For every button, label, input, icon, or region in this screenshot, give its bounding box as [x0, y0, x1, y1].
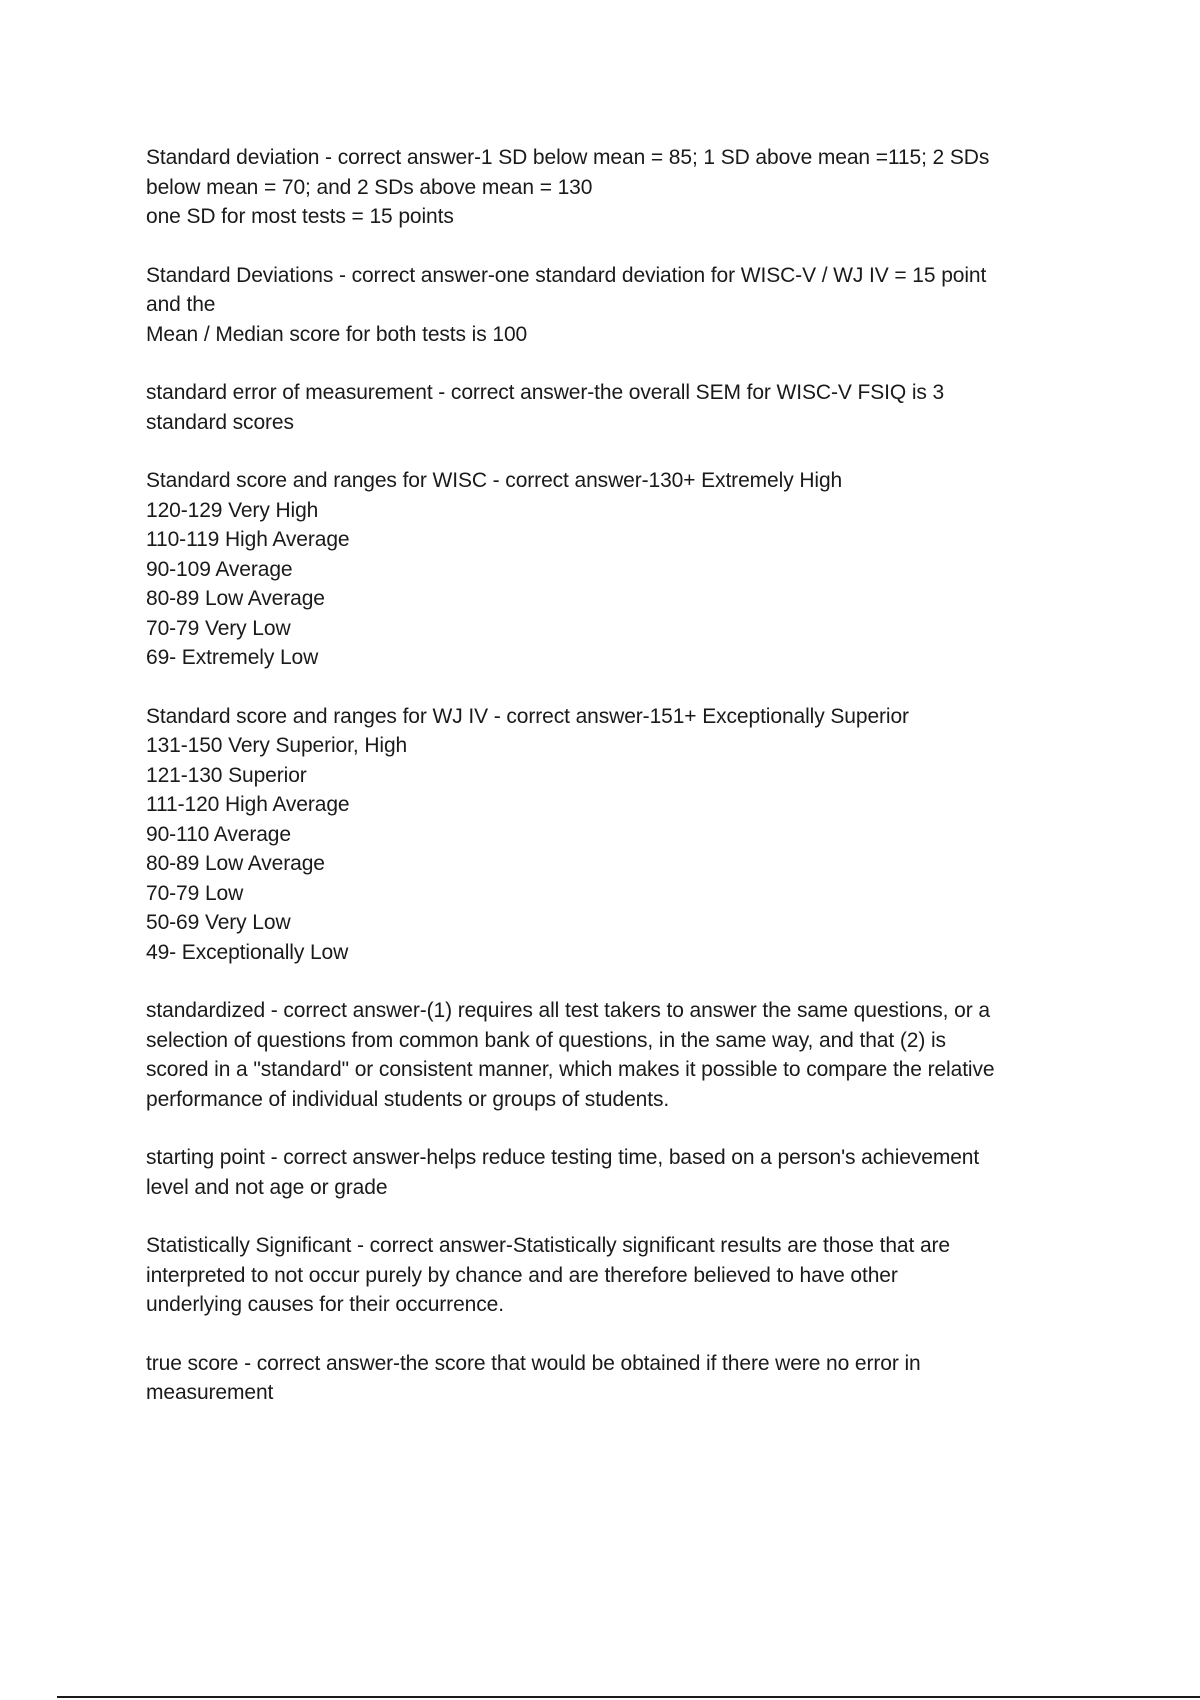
text-line: 121-130 Superior — [146, 763, 307, 787]
text-line: 69- Extremely Low — [146, 646, 319, 669]
text-line: Standard score and ranges for WISC - correct answer-130+ Extremely High — [146, 469, 843, 492]
entry-wj-iv-score-ranges — [146, 702, 1076, 968]
page-content — [146, 143, 1076, 1437]
text-line: 131-150 Very Superior, High — [146, 734, 408, 757]
text-line: Mean / Median score for both tests is 100 — [146, 322, 528, 346]
footer-divider — [57, 1696, 1200, 1698]
text-line: one SD for most tests = 15 points — [146, 205, 454, 228]
text-line: interpreted to not occur purely by chance and are therefore believed to have other — [146, 1263, 898, 1287]
text-line: 120-129 Very High — [146, 498, 319, 522]
text-line: selection of questions from common bank of questions, in the same way, and that (2) is — [146, 1028, 946, 1052]
text-line: 80-89 Low Average — [146, 852, 325, 875]
entry-standard-deviations — [146, 261, 1076, 350]
text-line: Statistically Significant - correct answer-Statistically significant results are those that are — [146, 1234, 950, 1257]
text-line: scored in a "standard" or consistent manner, which makes it possible to compare the relative — [146, 1058, 995, 1081]
text-line: performance of individual students or groups of students. — [146, 1087, 670, 1111]
text-line: Standard deviation - correct answer-1 SD below mean = 85; 1 SD above mean =115; 2 SDs — [146, 146, 990, 169]
text-line: standardized - correct answer-(1) requires all test takers to answer the same questions, or a — [146, 999, 990, 1022]
text-line: 90-109 Average — [146, 557, 293, 581]
text-line: standard error of measurement - correct answer-the overall SEM for WISC-V FSIQ is 3 — [146, 381, 945, 404]
text-line: 111-120 High Average — [146, 793, 350, 816]
text-line: measurement — [146, 1381, 274, 1404]
entry-statistically-significant — [146, 1231, 1076, 1320]
text-line: 70-79 Very Low — [146, 616, 291, 640]
text-line: 90-110 Average — [146, 822, 291, 846]
text-line: Standard Deviations - correct answer-one standard deviation for WISC-V / WJ IV = 15 point — [146, 263, 987, 287]
text-line: and the — [146, 293, 216, 316]
entry-standard-deviation — [146, 143, 1076, 232]
entry-wisc-score-ranges — [146, 466, 1076, 673]
entry-starting-point — [146, 1143, 1076, 1202]
text-line: 110-119 High Average — [146, 528, 350, 551]
text-line: 70-79 Low — [146, 881, 244, 905]
text-line: standard scores — [146, 410, 294, 434]
text-line: below mean = 70; and 2 SDs above mean = 130 — [146, 175, 593, 199]
text-line: 80-89 Low Average — [146, 587, 325, 610]
text-line: 49- Exceptionally Low — [146, 940, 349, 964]
text-line: 50-69 Very Low — [146, 911, 291, 934]
entry-standardized — [146, 996, 1076, 1114]
entry-standard-error-of-measurement — [146, 378, 1076, 437]
text-line: level and not age or grade — [146, 1175, 388, 1199]
text-line: underlying causes for their occurrence. — [146, 1293, 504, 1316]
text-line: Standard score and ranges for WJ IV - correct answer-151+ Exceptionally Superior — [146, 704, 909, 728]
entry-true-score — [146, 1349, 1076, 1408]
text-line: starting point - correct answer-helps reduce testing time, based on a person's achievement — [146, 1146, 980, 1169]
text-line: true score - correct answer-the score that would be obtained if there were no error in — [146, 1351, 921, 1375]
